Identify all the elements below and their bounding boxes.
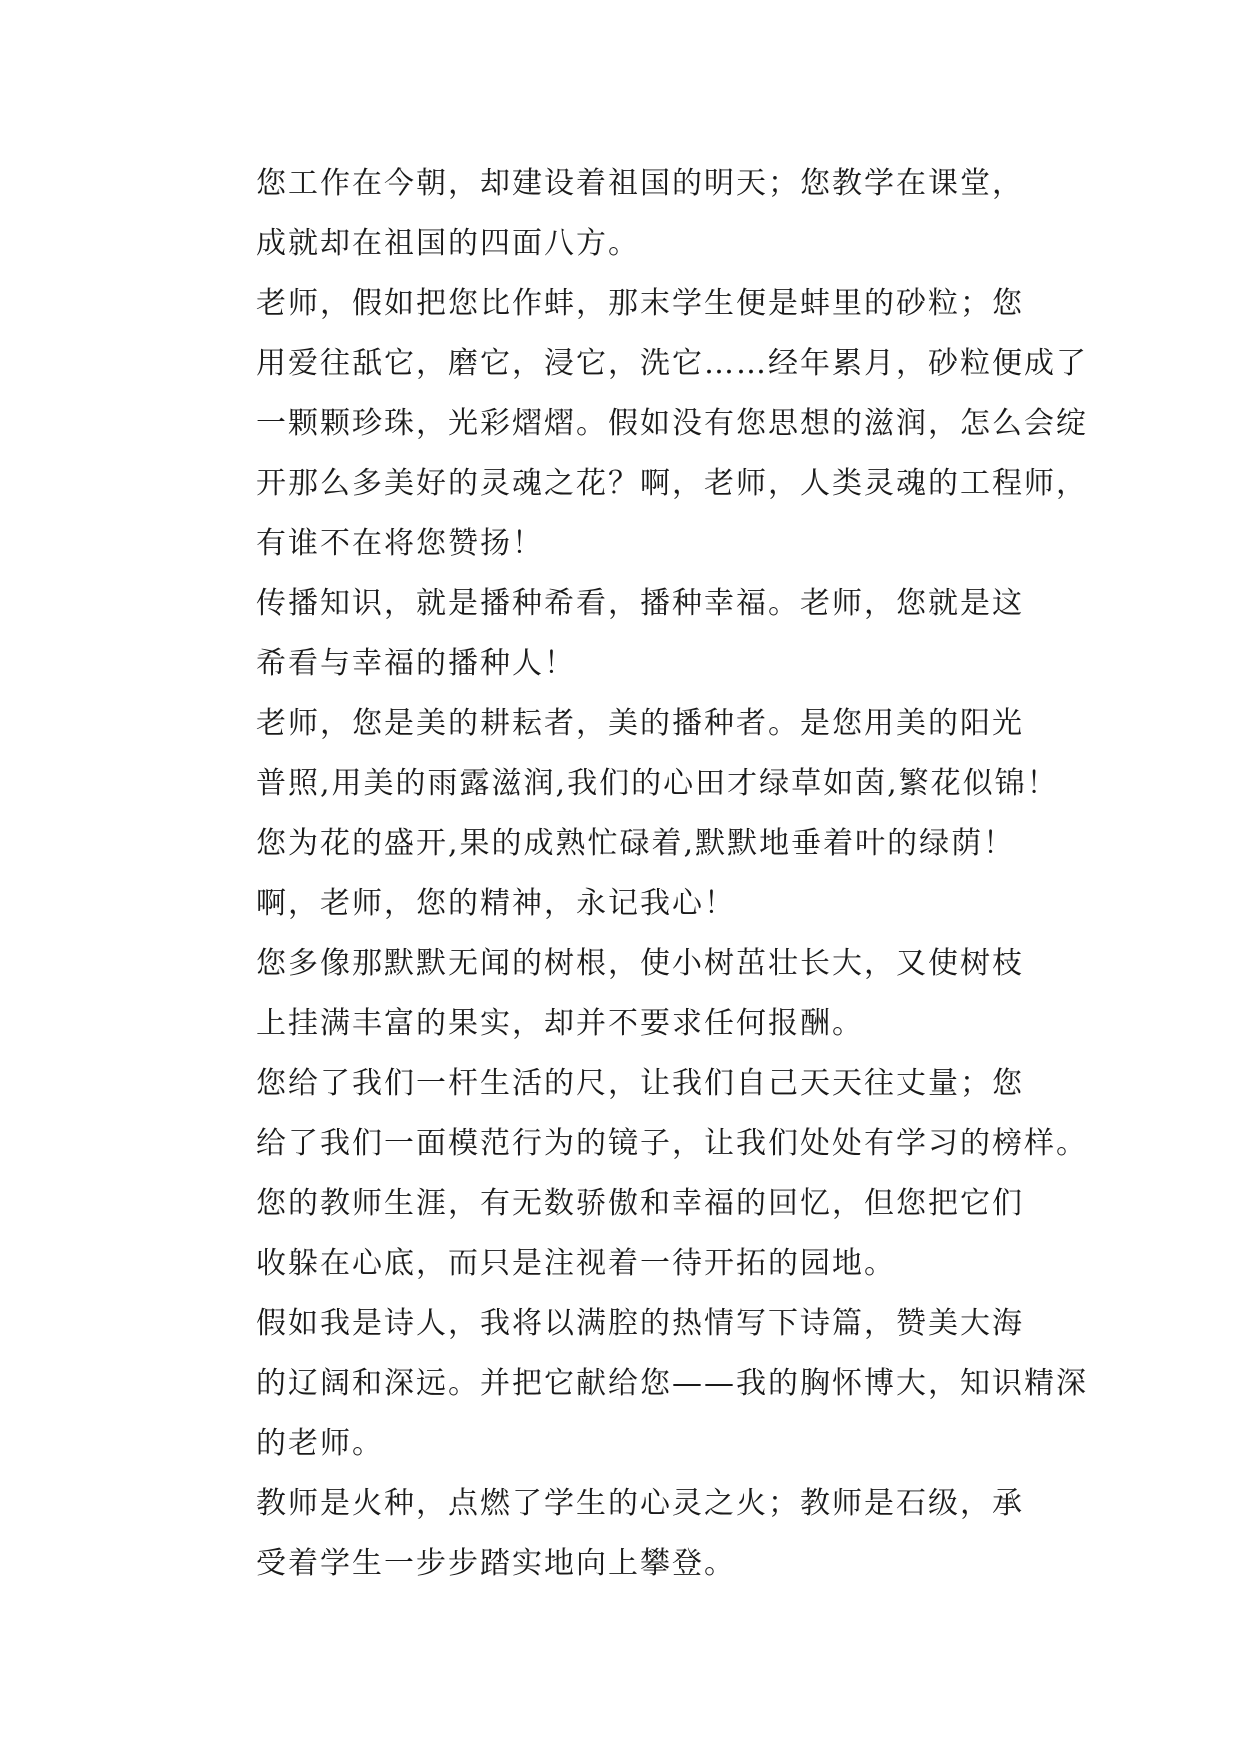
text-line: 您多像那默默无闻的树根，使小树茁壮长大，又使树枝 [256,946,1024,981]
text-line: 的辽阔和深远。并把它献给您——我的胸怀博大，知识精深 [256,1366,1088,1401]
text-line: 传播知识，就是播种希看，播种幸福。老师，您就是这 [256,586,1024,621]
document-body [190,154,1088,1594]
paragraph-4 [190,694,1059,814]
text-line: 收躲在心底，而只是注视着一待开拓的园地。 [256,1246,896,1281]
text-line: 成就却在祖国的四面八方。 [256,226,640,261]
text-line: 教师是火种，点燃了学生的心灵之火；教师是石级，承 [256,1486,1024,1521]
text-line: 您的教师生涯，有无数骄傲和幸福的回忆，但您把它们 [256,1186,1024,1221]
paragraph-5 [190,814,1054,934]
paragraph-1 [190,154,1054,274]
text-line: 一颗颗珍珠，光彩熠熠。假如没有您思想的滋润，怎么会绽 [256,406,1088,441]
text-line: 上挂满丰富的果实，却并不要求任何报酬。 [256,1006,864,1041]
text-line: 的老师。 [256,1426,384,1461]
text-line: 老师，您是美的耕耘者，美的播种者。是您用美的阳光 [256,706,1024,741]
text-line: 您给了我们一杆生活的尺，让我们自己天天往丈量；您 [256,1066,1024,1101]
text-line: 假如我是诗人，我将以满腔的热情写下诗篇，赞美大海 [256,1306,1024,1341]
text-line: 开那么多美好的灵魂之花？啊，老师，人类灵魂的工程师， [256,466,1088,501]
text-line: 您为花的盛开,果的成熟忙碌着,默默地垂着叶的绿荫！ [256,826,1016,861]
paragraph-2 [190,274,1088,574]
text-line: 有谁不在将您赞扬！ [256,526,544,561]
paragraph-7 [190,1054,1088,1174]
text-line: 您工作在今朝，却建设着祖国的明天；您教学在课堂， [256,166,1024,201]
text-line: 普照,用美的雨露滋润,我们的心田才绿草如茵,繁花似锦！ [256,766,1059,801]
text-line: 用爱往舐它，磨它，浸它，洗它……经年累月，砂粒便成了 [256,346,1088,381]
text-line: 希看与幸福的播种人！ [256,646,576,681]
paragraph-10 [190,1474,1054,1594]
text-line: 老师，假如把您比作蚌，那末学生便是蚌里的砂粒；您 [256,286,1024,321]
text-line: 给了我们一面模范行为的镜子，让我们处处有学习的榜样。 [256,1126,1088,1161]
paragraph-8 [190,1174,1054,1294]
text-line: 受着学生一步步踏实地向上攀登。 [256,1546,736,1581]
paragraph-3 [190,574,1054,694]
paragraph-6 [190,934,1054,1054]
text-line: 啊，老师，您的精神，永记我心！ [256,886,736,921]
paragraph-9 [190,1294,1088,1474]
